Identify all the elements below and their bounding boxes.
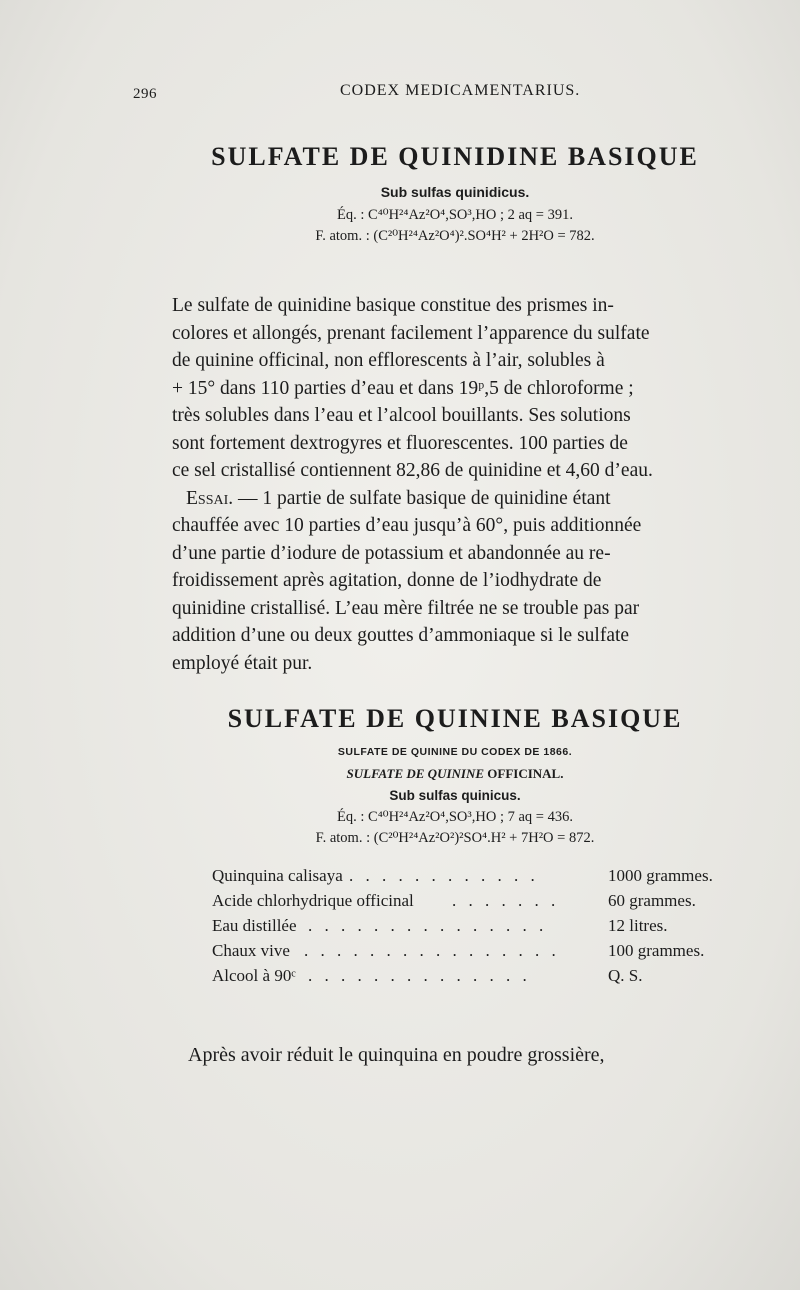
- eq-label: Éq. :: [337, 809, 365, 825]
- closing-paragraph: [188, 1041, 748, 1069]
- para-line: sont fortement dextrogyres et fluorescentes. 100 parties de: [172, 432, 628, 454]
- equivalent-formula: [172, 205, 738, 226]
- atom-formula: (C²⁰H²⁴Az²O²)²SO⁴.H² + 7H²O = 872.: [373, 830, 595, 846]
- leader-dots: . . . . . . .: [452, 891, 560, 910]
- leader-dots: . . . . . . . . . . . .: [349, 866, 539, 885]
- quantity: 100 grammes.: [608, 941, 705, 960]
- officinal-subtitle: [172, 766, 738, 782]
- recipe-row: [212, 888, 752, 913]
- officinal-italic: SULFATE DE QUININE: [346, 766, 485, 781]
- section-title: SULFATE DE QUINIDINE BASIQUE: [211, 142, 699, 171]
- para-line: employé était pur.: [172, 652, 313, 674]
- description-paragraph: [172, 292, 738, 677]
- eq-formula: C⁴⁰H²⁴Az²O⁴,SO³,HO ; 7 aq = 436.: [368, 809, 573, 825]
- running-title: CODEX MEDICAMENTARIUS.: [340, 82, 581, 99]
- page-number: 296: [133, 86, 157, 102]
- para-line: addition d’une ou deux gouttes d’ammoniaque si le sulfate: [172, 625, 630, 646]
- leader-dots: . . . . . . . . . . . . . .: [308, 966, 531, 985]
- eq-formula: C⁴⁰H²⁴Az²O⁴,SO³,HO ; 2 aq = 391.: [368, 207, 573, 223]
- closing-line: Après avoir réduit le quinquina en poudre grossière,: [188, 1044, 605, 1066]
- recipe-row: [212, 963, 752, 988]
- essai-text: — 1 partie de sulfate basique de quinidine étant: [233, 487, 611, 509]
- para-line: très solubles dans l’eau et l’alcool bouillants. Ses solutions: [172, 405, 631, 426]
- para-line: d’une partie d’iodure de potassium et abandonnée au re-: [172, 542, 611, 564]
- para-line: quinidine cristallisé. L’eau mère filtrée ne se trouble pas par: [172, 597, 640, 619]
- atom-label: F. atom. :: [315, 228, 370, 244]
- officinal-rest: OFFICINAL.: [484, 766, 564, 781]
- essai-label: Essai.: [186, 487, 234, 509]
- atom-label: F. atom. :: [315, 830, 371, 846]
- eq-label: Éq. :: [337, 207, 365, 223]
- section-title: SULFATE DE QUININE BASIQUE: [227, 704, 683, 733]
- atomic-formula: [172, 226, 738, 247]
- atomic-formula: [172, 828, 738, 849]
- recipe-list: [212, 863, 752, 988]
- quantity: 60 grammes.: [608, 891, 696, 910]
- equivalent-formula: [172, 807, 738, 828]
- section-quinidine: [172, 142, 738, 247]
- para-line: ce sel cristallisé contiennent 82,86 de quinidine et 4,60 d’eau.: [172, 460, 653, 481]
- quantity: 12 litres.: [608, 916, 668, 935]
- para-line: colores et allongés, prenant facilement l’apparence du sulfate: [172, 322, 650, 344]
- quantity: Q. S.: [608, 966, 643, 985]
- para-line: de quinine officinal, non efflorescents à l’air, solubles à: [172, 350, 605, 371]
- ingredient: Acide chlorhydrique officinal: [212, 891, 414, 910]
- codex-subtitle: SULFATE DE QUININE DU CODEX DE 1866.: [337, 746, 573, 758]
- recipe-row: [212, 913, 752, 938]
- leader-dots: . . . . . . . . . . . . . . .: [308, 916, 548, 935]
- section-quinine: [172, 704, 738, 849]
- para-line: chauffée avec 10 parties d’eau jusqu’à 60°, puis additionnée: [172, 515, 642, 536]
- para-line: Le sulfate de quinidine basique constitue des prismes in-: [172, 295, 614, 316]
- ingredient: Quinquina calisaya: [212, 866, 343, 885]
- para-line: + 15° dans 110 parties d’eau et dans 19ᵖ,5 de chloroforme ;: [172, 377, 634, 399]
- running-head: [0, 82, 800, 108]
- ingredient: Alcool à 90ᶜ: [212, 966, 296, 985]
- recipe-row: [212, 863, 752, 888]
- leader-dots: . . . . . . . . . . . . . . . .: [304, 941, 560, 960]
- recipe-row: [212, 938, 752, 963]
- ingredient: Eau distillée: [212, 916, 297, 935]
- essai-line-first: [172, 485, 738, 513]
- latin-name: Sub sulfas quinicus.: [389, 788, 521, 803]
- quantity: 1000 grammes.: [608, 866, 713, 885]
- ingredient: Chaux vive: [212, 941, 290, 960]
- para-line: froidissement après agitation, donne de l’iodhydrate de: [172, 570, 602, 591]
- atom-formula: (C²⁰H²⁴Az²O⁴)².SO⁴H² + 2H²O = 782.: [373, 228, 595, 244]
- latin-name: Sub sulfas quinidicus.: [380, 184, 530, 200]
